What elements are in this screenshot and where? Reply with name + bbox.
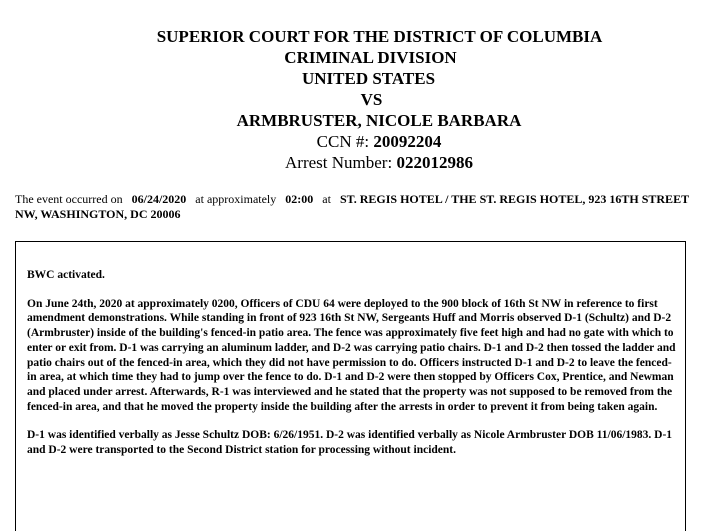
event-statement <box>15 192 695 222</box>
narrative-paragraph-1: BWC activated. <box>27 269 105 281</box>
ccn-line <box>0 131 702 152</box>
event-date: 06/24/2020 <box>131 192 187 206</box>
court-name: SUPERIOR COURT FOR THE DISTRICT OF COLUMBIA <box>156 27 603 46</box>
event-approx-label: at approximately <box>195 192 277 206</box>
narrative-text <box>27 268 679 472</box>
event-at-label: at <box>322 192 331 206</box>
arrest-number-value: 022012986 <box>396 153 473 172</box>
arrest-number-line <box>0 152 702 173</box>
narrative-box <box>15 241 686 531</box>
ccn-label: CCN #: <box>316 132 370 151</box>
event-prefix: The event occurred on <box>15 192 123 206</box>
event-location: ST. REGIS HOTEL / THE ST. REGIS HOTEL, 923 16TH STREET NW, WASHINGTON, DC 20006 <box>15 192 689 221</box>
narrative-paragraph-2: On June 24th, 2020 at approximately 0200, Officers of CDU 64 were deployed to the 900 block of 16th St NW in reference to first amendment demonstrations. While standing in front of 923 16th St NW, Sergeants Huff and Morris observed D-1 (Schultz) and D-2 (Armbruster) inside of the building's fenced-in patio area. The fence was approximately five feet high and had no gate with which to enter or exit from. D-1 was carrying an aluminum ladder, and D-2 was carrying patio chairs. D-1 and D-2 then tossed the ladder and patio chairs out of the fenced-in area, which they did not have permission to do. Officers instructed D-1 and D-2 to leave the fenced-in area, at which time they had to jump over the fence to do. D-1 and D-2 were then stopped by Officers Cox, Prentice, and Newman and placed under arrest. Afterwards, R-1 was interviewed and he stated that the property was not supposed to be removed from the fenced-in area, and that he moved the property inside the building after the arrests in order to prevent it from being taken again. <box>27 297 676 413</box>
plaintiff-name: UNITED STATES <box>301 69 436 88</box>
ccn-value: 20092204 <box>373 132 442 151</box>
event-time: 02:00 <box>285 192 314 206</box>
division-name: CRIMINAL DIVISION <box>284 48 457 67</box>
defendant-name: ARMBRUSTER, NICOLE BARBARA <box>236 111 522 130</box>
document-header <box>0 26 702 173</box>
narrative-paragraph-3: D-1 was identified verbally as Jesse Schultz DOB: 6/26/1951. D-2 was identified verbally as Nicole Armbruster DOB 11/06/1983. D-1 and D-2 were transported to the Second District station for processing without incident. <box>27 429 673 457</box>
arrest-number-label: Arrest Number: <box>285 153 393 172</box>
versus-label: VS <box>360 90 383 109</box>
